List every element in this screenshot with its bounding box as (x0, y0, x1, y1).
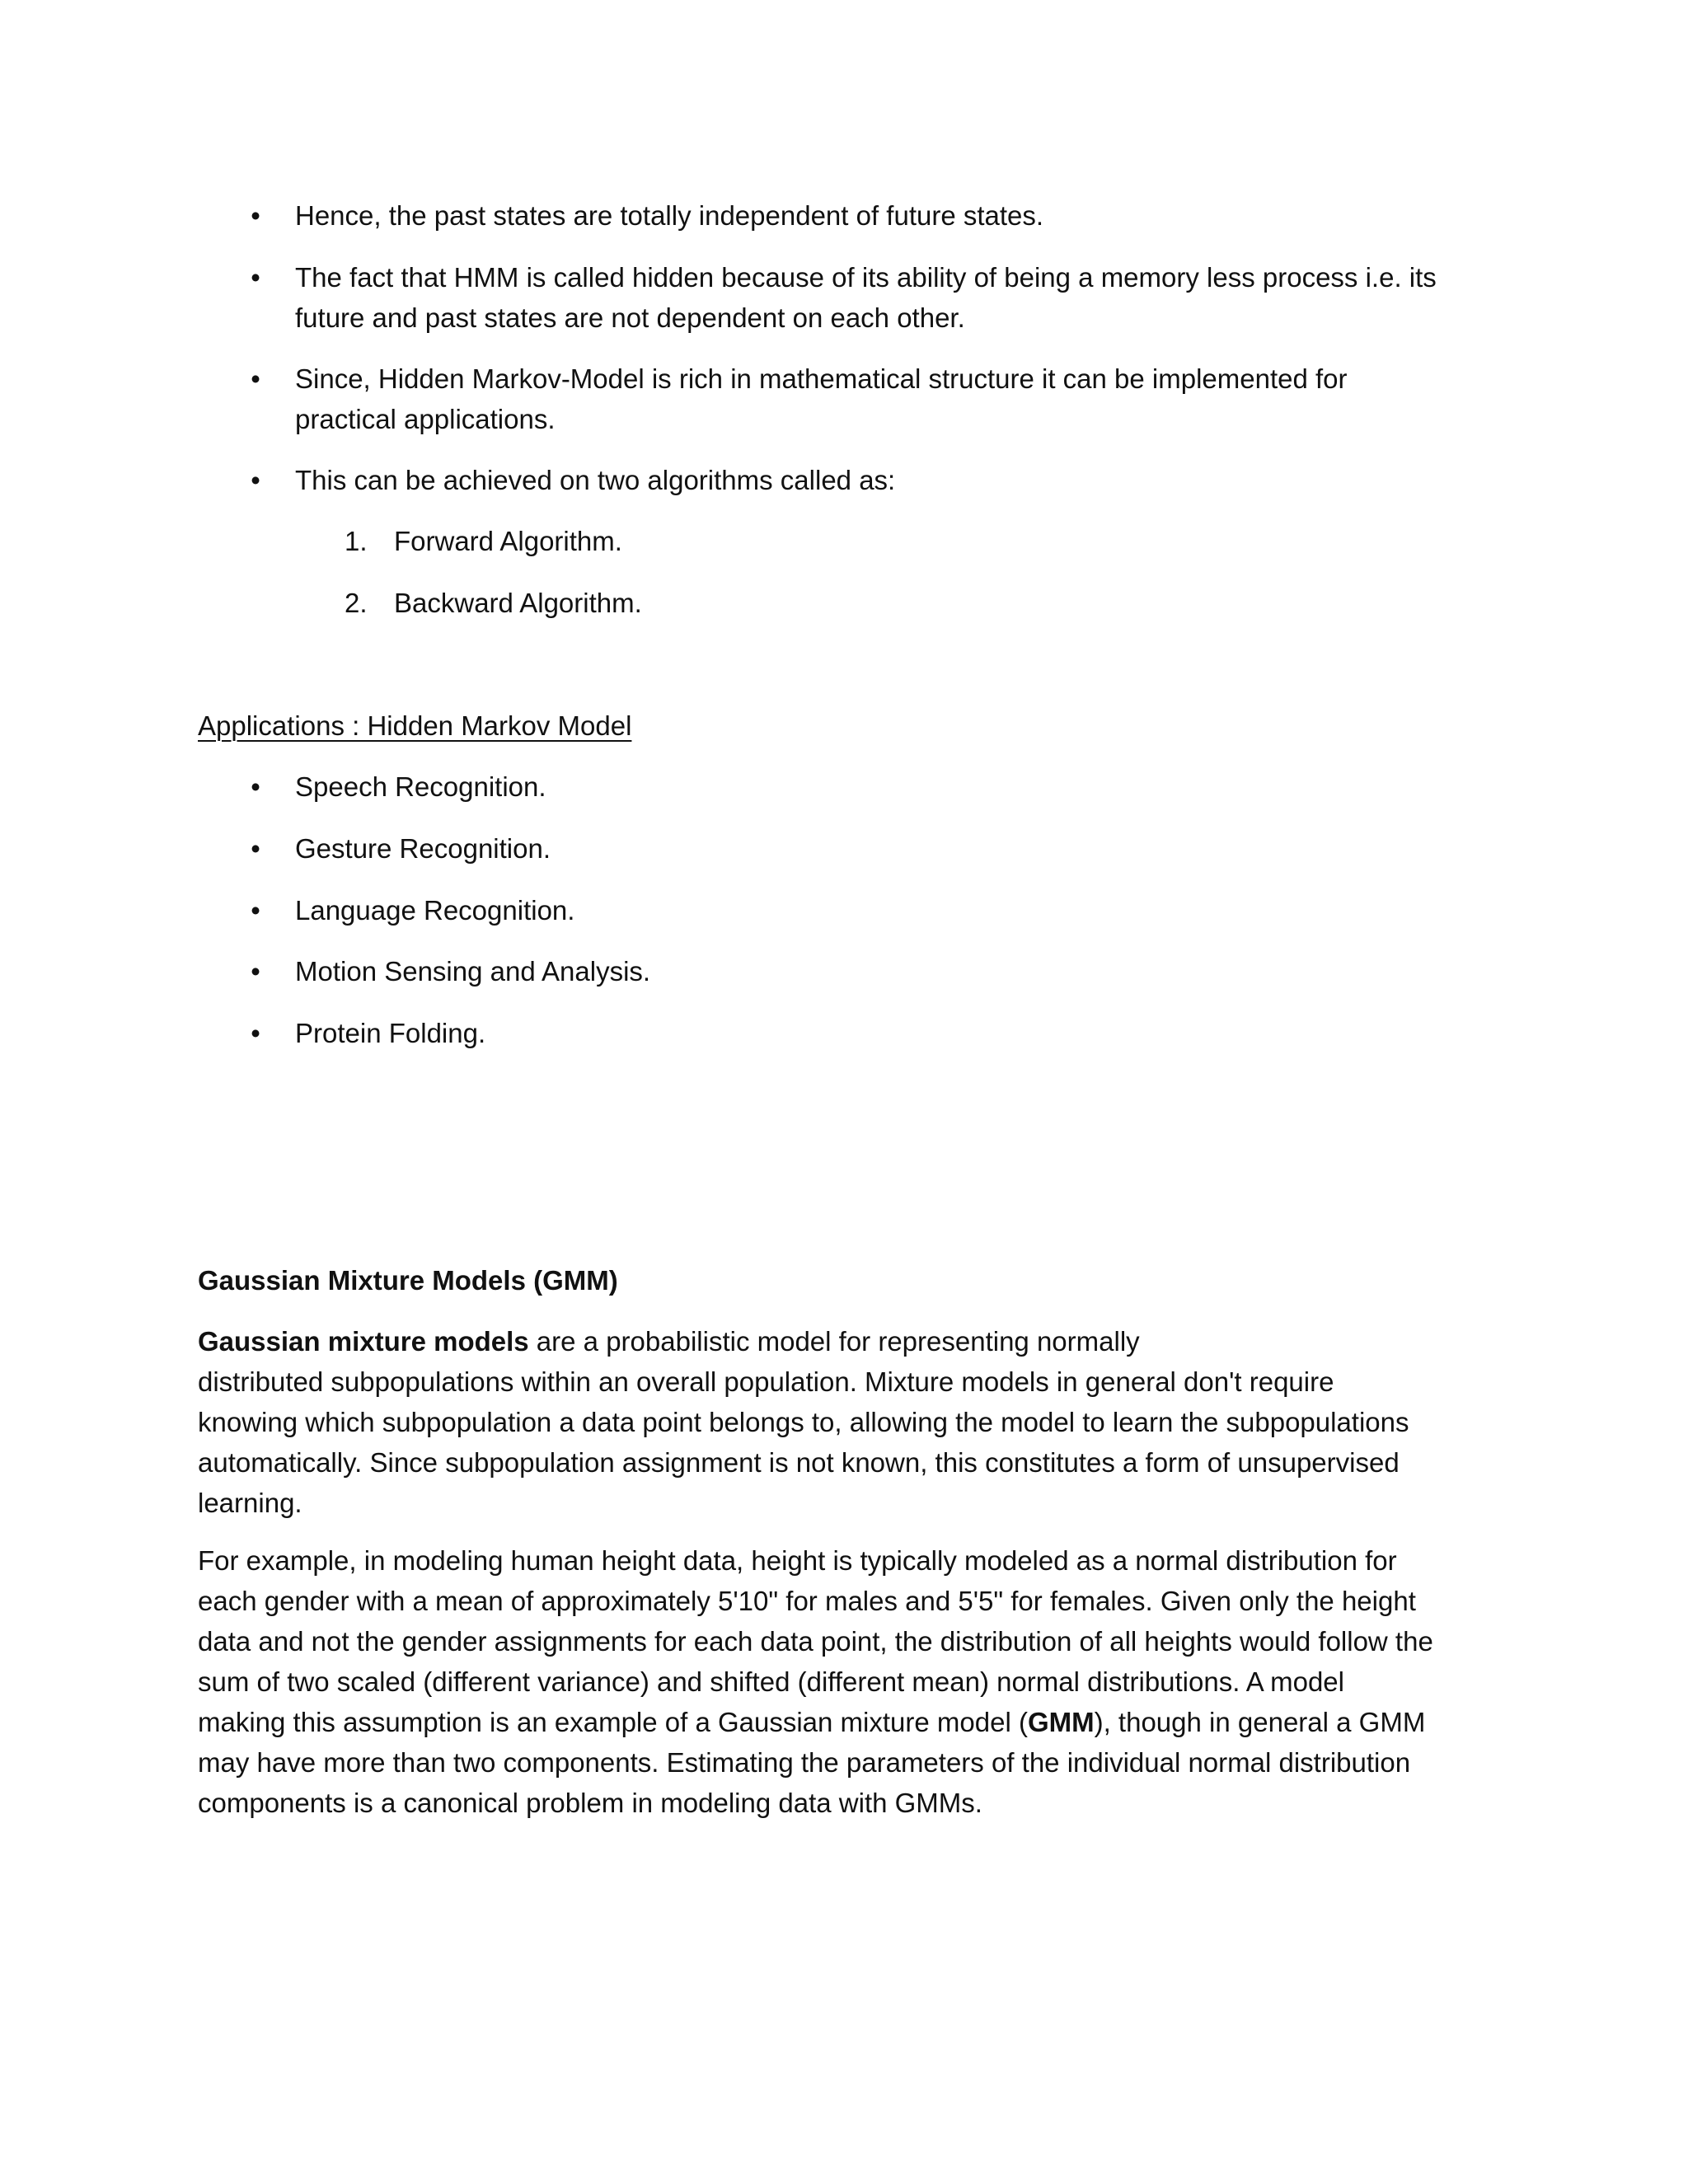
list-item-text: Language Recognition. (295, 895, 575, 926)
list-item-text (295, 359, 1490, 439)
paragraph-line: learning. (198, 1488, 302, 1518)
bullet-icon: • (251, 956, 260, 987)
item-label: Backward Algorithm. (394, 588, 642, 618)
list-item-text: Motion Sensing and Analysis. (295, 956, 651, 987)
paragraph-text: ), though in general a GMM (1094, 1707, 1426, 1737)
applications-heading: Applications : Hidden Markov Model (198, 710, 632, 741)
paragraph-line: knowing which subpopulation a data point belongs to, allowing the model to learn the subpopulations (198, 1407, 1409, 1437)
paragraph-line: may have more than two components. Estimating the parameters of the individual normal distribution (198, 1747, 1411, 1778)
bold-term: Gaussian mixture models (198, 1326, 529, 1357)
gmm-heading: Gaussian Mixture Models (GMM) (198, 1265, 618, 1296)
paragraph-line: data and not the gender assignments for each data point, the distribution of all heights would follow the (198, 1626, 1433, 1657)
bullet-icon: • (251, 895, 260, 926)
paragraph-line: sum of two scaled (different variance) and shifted (different mean) normal distributions. A model (198, 1666, 1344, 1697)
item-number: 2. (345, 588, 368, 618)
paragraph-line: automatically. Since subpopulation assignment is not known, this constitutes a form of unsupervised (198, 1447, 1400, 1478)
bullet-icon: • (251, 771, 260, 802)
list-item-line: The fact that HMM is called hidden because of its ability of being a memory less process i.e. its (295, 262, 1437, 293)
paragraph-line: components is a canonical problem in modeling data with GMMs. (198, 1788, 982, 1818)
paragraph (198, 1321, 1484, 1523)
list-item-text: Protein Folding. (295, 1018, 486, 1048)
bullet-icon: • (251, 200, 260, 231)
bullet-icon: • (251, 262, 260, 293)
list-item-text: This can be achieved on two algorithms called as: (295, 465, 896, 495)
list-item-line: future and past states are not dependent on each other. (295, 302, 965, 333)
paragraph-text: making this assumption is an example of a Gaussian mixture model ( (198, 1707, 1028, 1737)
bullet-icon: • (251, 833, 260, 864)
list-item-text: Speech Recognition. (295, 771, 546, 802)
bullet-icon: • (251, 1018, 260, 1048)
paragraph-line: For example, in modeling human height data, height is typically modeled as a normal distribution for (198, 1545, 1397, 1576)
list-item-text (295, 257, 1490, 338)
list-item-text: Hence, the past states are totally independent of future states. (295, 200, 1044, 231)
section-heading (198, 705, 1508, 746)
paragraph-line: each gender with a mean of approximately 5'10" for males and 5'5" for females. Given only the height (198, 1586, 1416, 1616)
bullet-icon: • (251, 465, 260, 495)
bullet-icon: • (251, 363, 260, 394)
list-item-line: practical applications. (295, 404, 556, 434)
paragraph (198, 1540, 1484, 1823)
list-item-text: Gesture Recognition. (295, 833, 551, 864)
item-label: Forward Algorithm. (394, 526, 622, 556)
bold-term: GMM (1027, 1707, 1095, 1737)
item-number: 1. (345, 526, 368, 556)
paragraph-line: distributed subpopulations within an overall population. Mixture models in general don't require (198, 1366, 1334, 1397)
list-item-line: Since, Hidden Markov-Model is rich in mathematical structure it can be implemented for (295, 363, 1348, 394)
paragraph-text: are a probabilistic model for representing normally (528, 1326, 1140, 1357)
